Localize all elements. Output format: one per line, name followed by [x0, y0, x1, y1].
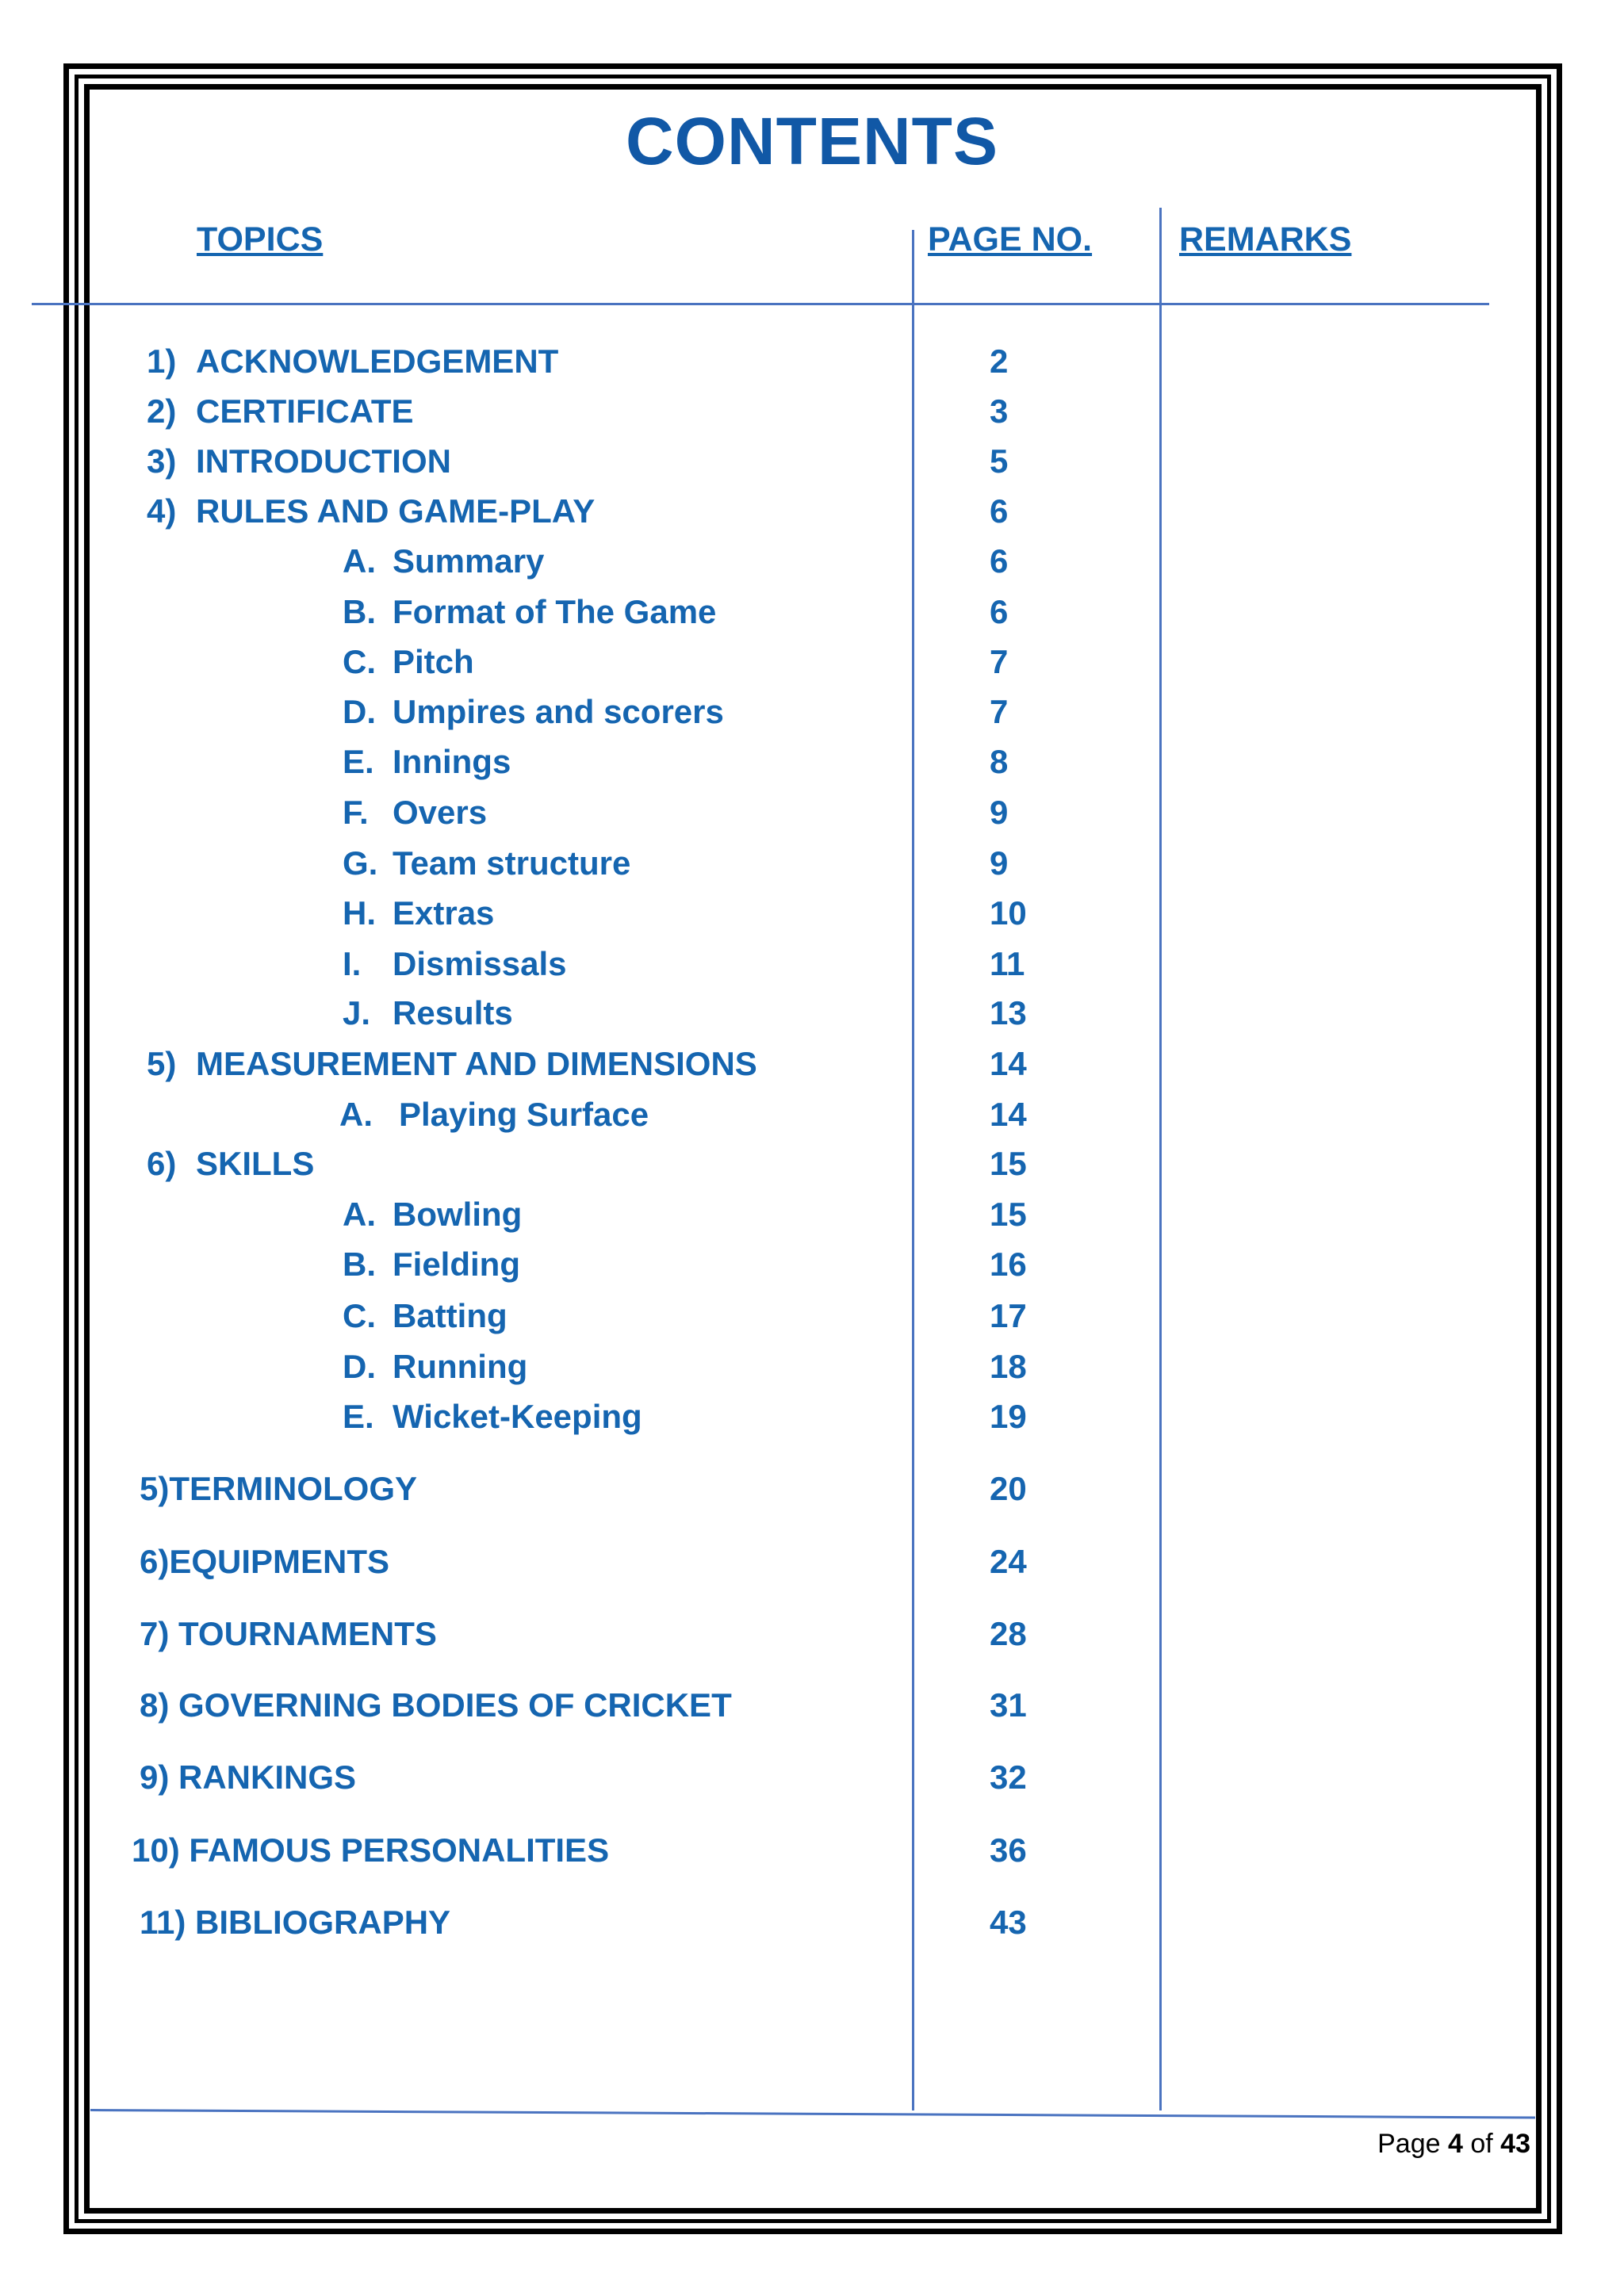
toc-entry [0, 442, 1624, 490]
toc-subentry [0, 945, 1624, 993]
page-no-header: PAGE NO. [928, 220, 1093, 258]
entry-number: F. [343, 794, 369, 831]
entry-number: A. [343, 1196, 376, 1233]
entry-page: 20 [990, 1470, 1027, 1507]
entry-page: 11 [990, 945, 1025, 982]
entry-number: J. [343, 994, 371, 1031]
entry-page: 7 [990, 693, 1009, 730]
toc-entry [0, 1758, 1624, 1806]
entry-label: RULES AND GAME-PLAY [196, 492, 596, 530]
entry-number: 5) [147, 1045, 177, 1082]
entry-label: Batting [393, 1297, 508, 1334]
toc-subentry [0, 1348, 1624, 1395]
toc-subentry [0, 743, 1624, 790]
entry-label: 9) RANKINGS [140, 1758, 357, 1796]
entry-number: I. [343, 945, 362, 982]
entry-page: 32 [990, 1758, 1027, 1796]
entry-number: D. [343, 1348, 376, 1385]
entry-number: E. [343, 1398, 374, 1435]
entry-page: 2 [990, 342, 1009, 380]
footer-current-page: 4 [1447, 2129, 1463, 2159]
entry-number: B. [343, 1246, 376, 1283]
entry-label: Format of The Game [393, 593, 717, 630]
toc-entry [0, 1045, 1624, 1093]
toc-subentry [0, 593, 1624, 641]
entry-page: 16 [990, 1246, 1027, 1283]
toc-subentry [0, 1096, 1624, 1143]
topics-header: TOPICS [197, 220, 324, 258]
entry-page: 6 [990, 542, 1009, 580]
entry-page: 10 [990, 894, 1027, 932]
entry-label: Summary [393, 542, 545, 580]
entry-page: 3 [990, 392, 1009, 430]
toc-entry [0, 1686, 1624, 1734]
entry-label: 7) TOURNAMENTS [140, 1615, 437, 1652]
entry-number: E. [343, 743, 374, 780]
entry-number: C. [343, 643, 376, 680]
toc-entry [0, 392, 1624, 440]
entry-label: Dismissals [393, 945, 567, 982]
entry-number: 4) [147, 492, 177, 530]
entry-number: C. [343, 1297, 376, 1334]
entry-page: 13 [990, 994, 1027, 1031]
entry-label: MEASUREMENT AND DIMENSIONS [196, 1045, 757, 1082]
header-divider [32, 303, 1489, 305]
toc-entry [0, 1615, 1624, 1663]
entry-number: 1) [147, 342, 177, 380]
toc-subentry [0, 894, 1624, 942]
entry-page: 17 [990, 1297, 1027, 1334]
entry-label: Umpires and scorers [393, 693, 724, 730]
entry-page: 31 [990, 1686, 1027, 1724]
toc-entry [0, 492, 1624, 540]
entry-label: Results [393, 994, 513, 1031]
entry-label: CERTIFICATE [196, 392, 414, 430]
entry-number: A. [343, 542, 376, 580]
entry-label: 10) FAMOUS PERSONALITIES [132, 1831, 610, 1869]
toc-subentry [0, 1246, 1624, 1293]
entry-label: Innings [393, 743, 511, 780]
toc-subentry [0, 1297, 1624, 1345]
entry-page: 6 [990, 492, 1009, 530]
entry-label: INTRODUCTION [196, 442, 451, 480]
entry-page: 36 [990, 1831, 1027, 1869]
toc-subentry [0, 643, 1624, 691]
entry-number: D. [343, 693, 376, 730]
entry-label: 11) BIBLIOGRAPHY [140, 1904, 451, 1941]
entry-label: Running [393, 1348, 528, 1385]
toc-entry [0, 1831, 1624, 1879]
entry-page: 15 [990, 1196, 1027, 1233]
entry-number: B. [343, 593, 376, 630]
toc-subentry [0, 844, 1624, 892]
entry-number: G. [343, 844, 378, 882]
entry-number: 6) [147, 1145, 177, 1182]
entry-label: Wicket-Keeping [393, 1398, 642, 1435]
entry-page: 9 [990, 844, 1009, 882]
entry-page: 43 [990, 1904, 1027, 1941]
footer-of: of [1470, 2129, 1493, 2159]
entry-page: 19 [990, 1398, 1027, 1435]
toc-entry [0, 1145, 1624, 1192]
entry-page: 7 [990, 643, 1009, 680]
entry-label: Extras [393, 894, 495, 932]
entry-page: 5 [990, 442, 1009, 480]
entry-page: 9 [990, 794, 1009, 831]
entry-label: 8) GOVERNING BODIES OF CRICKET [140, 1686, 732, 1724]
remarks-header: REMARKS [1179, 220, 1352, 258]
entry-number: 3) [147, 442, 177, 480]
entry-page: 14 [990, 1045, 1027, 1082]
entry-page: 15 [990, 1145, 1027, 1182]
entry-page: 18 [990, 1348, 1027, 1385]
page-title: CONTENTS [626, 104, 998, 178]
entry-page: 8 [990, 743, 1009, 780]
entry-label: Playing Surface [399, 1096, 649, 1133]
toc-subentry [0, 542, 1624, 590]
entry-label: Team structure [393, 844, 631, 882]
toc-entry [0, 1470, 1624, 1517]
entry-page: 28 [990, 1615, 1027, 1652]
footer-total-pages: 43 [1500, 2129, 1530, 2159]
entry-page: 6 [990, 593, 1009, 630]
toc-subentry [0, 794, 1624, 841]
entry-label: Fielding [393, 1246, 520, 1283]
toc-entry [0, 1543, 1624, 1590]
page-footer [1377, 2129, 1530, 2160]
entry-label: Bowling [393, 1196, 523, 1233]
footer-prefix: Page [1377, 2129, 1441, 2159]
entry-label: 5)TERMINOLOGY [140, 1470, 418, 1507]
toc-subentry [0, 1398, 1624, 1445]
entry-number: H. [343, 894, 376, 932]
toc-subentry [0, 1196, 1624, 1243]
entry-page: 14 [990, 1096, 1027, 1133]
toc-subentry [0, 693, 1624, 740]
entry-label: 6)EQUIPMENTS [140, 1543, 390, 1580]
entry-label: SKILLS [196, 1145, 315, 1182]
toc-entry [0, 342, 1624, 390]
entry-number: A. [339, 1096, 373, 1133]
toc-entry [0, 1904, 1624, 1951]
entry-number: 2) [147, 392, 177, 430]
entry-label: Overs [393, 794, 488, 831]
entry-label: Pitch [393, 643, 474, 680]
entry-label: ACKNOWLEDGEMENT [196, 342, 559, 380]
toc-subentry [0, 994, 1624, 1042]
entry-page: 24 [990, 1543, 1027, 1580]
